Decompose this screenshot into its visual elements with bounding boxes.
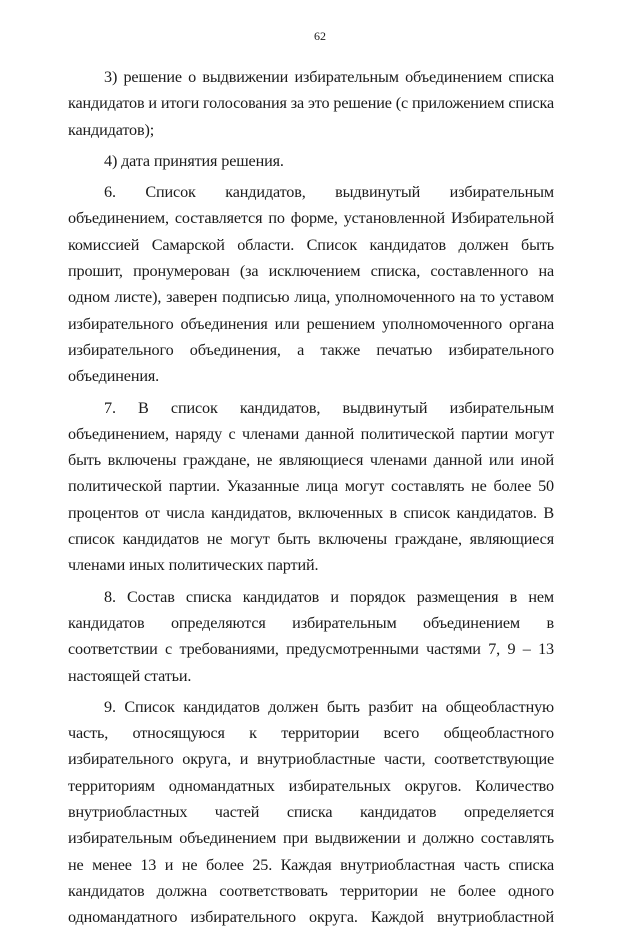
document-body (68, 64, 554, 936)
paragraph-section-6: 6. Список кандидатов, выдвинутый избирательным объединением, составляется по форме, установленной Избирательной комиссией Самарской области. Список кандидатов должен быть прошит, пронумерован (за исключением списка, составленного на одном листе), заверен подписью лица, уполномоченного на то уставом избирательного объединения или решением уполномоченного органа избирательного объединения, а также печатью избирательного объединения. (68, 183, 554, 386)
paragraph-item-3: 3) решение о выдвижении избирательным объединением списка кандидатов и итоги голосования за это решение (с приложением списка кандидатов); (68, 68, 554, 139)
paragraph-section-7: 7. В список кандидатов, выдвинутый избирательным объединением, наряду с членами данной политической партии могут быть включены граждане, не являющиеся членами данной или иной политической партии. Указанные лица могут составлять не более 50 процентов от числа кандидатов, включенных в список кандидатов. В список кандидатов не могут быть включены граждане, являющиеся членами иных политических партий. (68, 398, 554, 575)
paragraph-section-8: 8. Состав списка кандидатов и порядок размещения в нем кандидатов определяются избирательным объединением в соответствии с требованиями, предусмотренными частями 7, 9 – 13 настоящей статьи. (68, 587, 554, 685)
paragraph-section-9: 9. Список кандидатов должен быть разбит на общеобластную часть, относящуюся к территории всего общеобластного избирательного округа, и внутриобластные части, соответствующие территориям одномандатных избирательных округов. Количество внутриобластных частей списка кандидатов определяется избирательным объединением при выдвижении и должно составлять не менее 13 и не более 25. Каждая внутриобластная часть списка кандидатов должна соответствовать территории не более одного одномандатного избирательного округа. Каждой внутриобластной (68, 697, 554, 927)
page-number: 62 (314, 29, 326, 43)
paragraph-item-4: 4) дата принятия решения. (104, 151, 284, 170)
